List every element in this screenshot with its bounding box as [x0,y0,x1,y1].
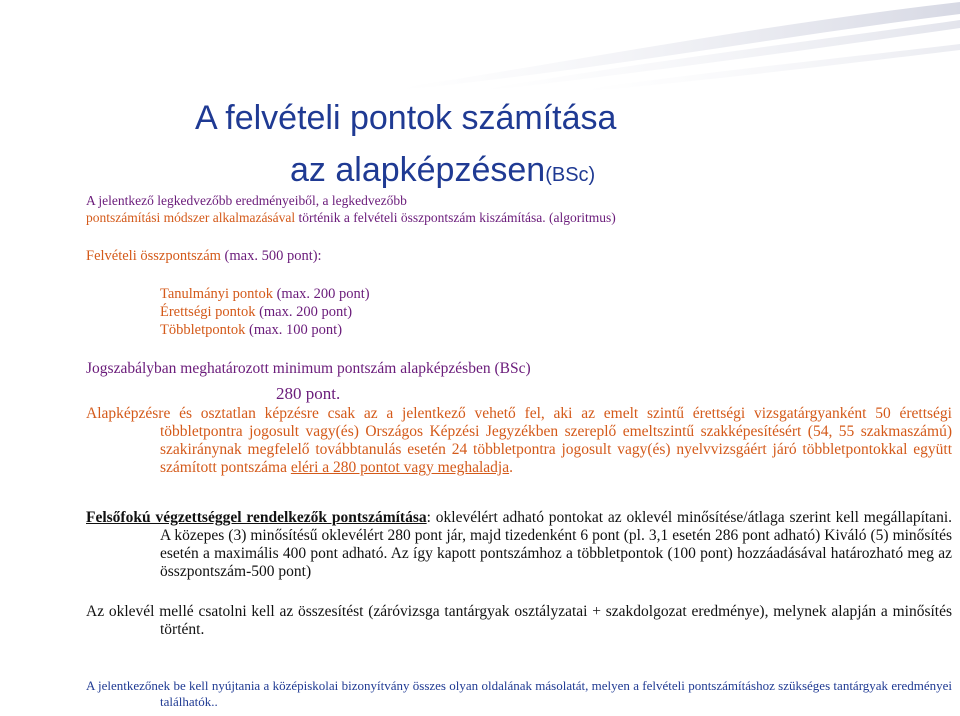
intro-rest: történik a felvételi összpontszám kiszámítása. (algoritmus) [295,210,616,225]
points-item-study [160,286,370,303]
page-subtitle [290,150,960,195]
points-item-value: (max. 200 pont) [255,304,353,320]
minimum-line: Jogszabályban meghatározott minimum pontszám alapképzésben (BSc) [86,360,531,377]
minimum-value: 280 pont. [276,384,341,403]
points-item-label: Érettségi pontok [160,304,256,320]
total-points-label: Felvételi összpontszám [86,248,221,264]
exception-paragraph [86,405,952,477]
subtitle-suffix: (BSc) [545,164,596,186]
decorative-swoosh [400,0,960,90]
points-item-extra [160,322,342,339]
total-points [86,248,322,265]
intro-line-2 [86,209,616,226]
exception-text: Alapképzésre és osztatlan képzésre csak az a jelentkező vehető fel, aki az emelt szintű érettségi vizsgatárgyanként 50 érettségi többletpontra jogosult vagy(és) Országos Képzési Jegyzékben szereplő emeltszintű szakképesítésért (54, 55 szakmaszámú) szakiránynak megfelelő továbbtanulás esetén 24 többletpontra jogosult vagy(és) nyelvvizsgáért járó többletpontokkal együtt számított pontszáma [86,405,952,476]
intro-method: pontszámítási módszer alkalmazásával [86,210,296,225]
exception-end: . [509,459,513,476]
page-title: A felvételi pontok számítása [195,99,617,137]
diploma-note: Az oklevél mellé csatolni kell az összesítést (záróvizsga tantárgyak osztályzatai + szakdolgozat eredménye), melynek alapján a minősítés történt. [86,603,952,638]
points-item-exam [160,304,352,321]
subtitle-main: az alapképzésen [290,151,546,189]
total-points-value: (max. 500 pont): [220,248,322,264]
higher-ed-heading: Felsőfokú végzettséggel rendelkezők pontszámítása [86,509,427,526]
footer-note: A jelentkezőnek be kell nyújtania a középiskolai bizonyítvány összes olyan oldalának másolatát, melyen a felvételi pontszámításhoz szükséges tantárgyak eredményei találhatók.. [86,678,952,709]
points-item-label: Tanulmányi pontok [160,286,273,302]
higher-ed-paragraph [86,509,952,581]
points-item-value: (max. 100 pont) [245,322,343,338]
higher-ed-text: : oklevélért adható pontokat az oklevél minősítése/átlaga szerint kell megállapítani. A közepes (3) minősítésű oklevélért 280 pont jár, majd tizedenként 6 pont (pl. 3,1 esetén 286 pont adható) Kiváló (5) minősítés esetén a maximális 400 pont adható. Az így kapott pontszámhoz a többletpontok (100 pont) hozzáadásával határozható meg az összpontszám-500 pont) [160,509,952,580]
points-item-label: Többletpontok [160,322,246,338]
points-item-value: (max. 200 pont) [272,286,370,302]
exception-underlined: eléri a 280 pontot vagy meghaladja [290,459,510,476]
intro-line-1: A jelentkező legkedvezőbb eredményeiből, a legkedvezőbb [86,193,407,208]
